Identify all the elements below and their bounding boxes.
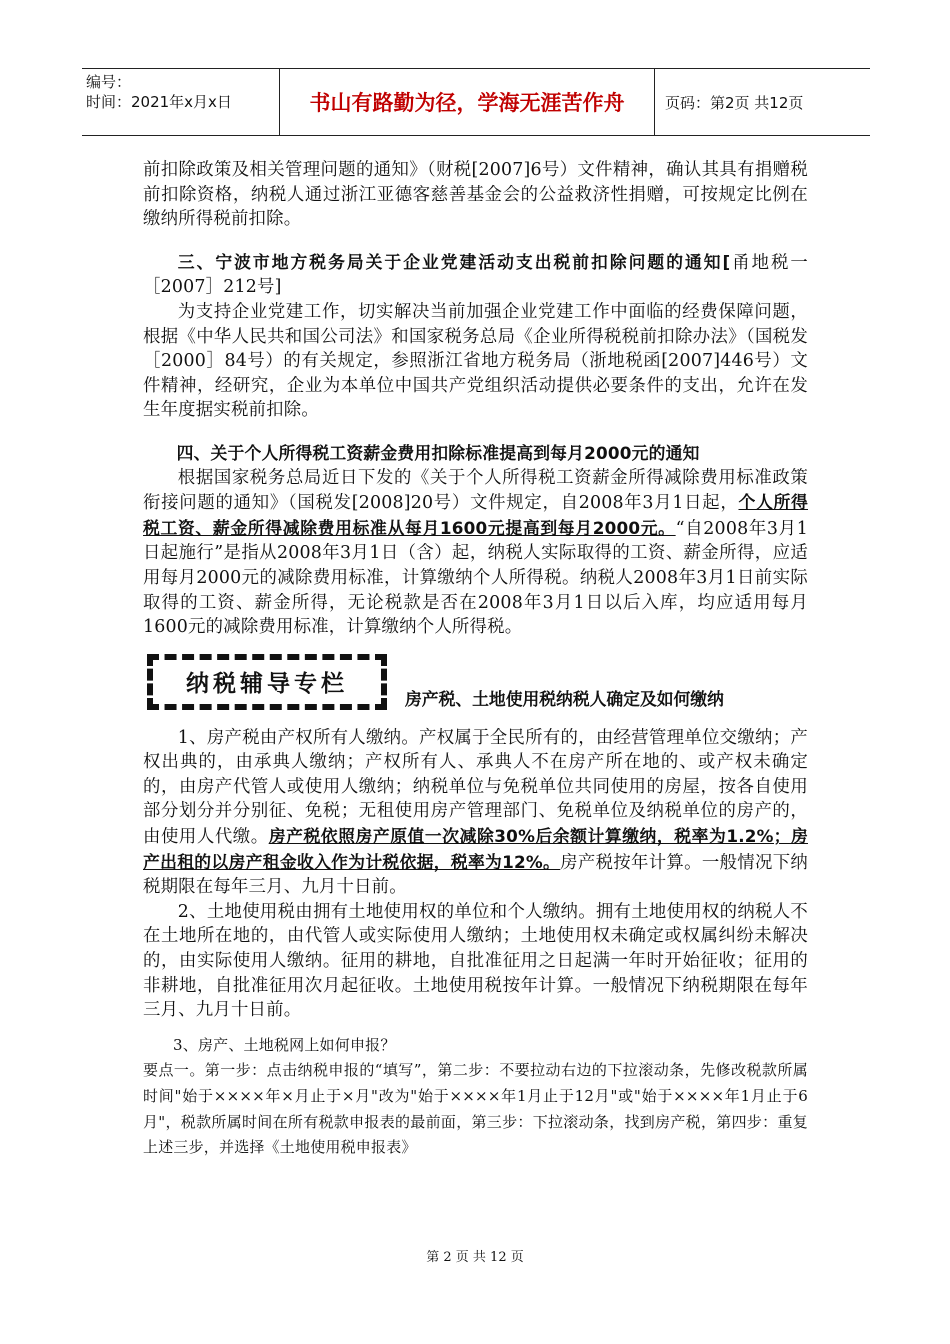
column-box-label: 纳税辅导专栏: [186, 671, 348, 698]
section3-heading: [143, 250, 808, 300]
section4-title: 四、关于个人所得税工资薪金费用扣除标准提高到每月2000元的通知: [176, 442, 700, 463]
item3-title: 3、房产、土地税网上如何申报？: [173, 1035, 396, 1054]
section4-body-c: 纳税人2008年3月1日前实际取得的工资、薪金所得，无论税款是否在2008年3月1日以后入库，均应适用每月1600元的减除费用标准，计算缴纳个人所得税。: [143, 567, 808, 638]
item2: 2、土地使用税由拥有土地使用权的单位和个人缴纳。拥有土地使用权的纳税人不在土地所在地的，由代管人或实际使用人缴纳；土地使用权未确定或权属纠纷未解决的，由实际使用人缴纳。征用的耕地，自批准征用之日起满一年时开始征收；征用的非耕地，自批准征用次月起征收。土地使用税按年计算。一般情况下纳税期限在每年三月、九月十日前。: [143, 901, 808, 1021]
header-meta: [82, 69, 280, 135]
column-box: [147, 654, 387, 710]
section4-body: [143, 466, 808, 640]
item3-body: 要点一。第一步：点击纳税申报的“填写”，第二步：不要拉动右边的下拉滚动条，先修改税款所属时间"始于××××年×月止于×月"改为"始于××××年1月止于12月"或"始于××××年1月止于6月"，税款所属时间在所有税款申报表的最前面，第三步：下拉滚动条，找到房产税，第四步：重复上述三步，并选择《土地使用税申报表》: [143, 1061, 808, 1157]
document-body: [143, 158, 808, 1161]
page-header: [82, 68, 870, 136]
page-footer: 第 2 页 共 12 页: [426, 1250, 524, 1265]
section4-body-underlined: 个人所得税工资、薪金所得减除费用标准从每月1600元提高到每月2000元。: [143, 492, 808, 538]
item1-text-a: 1、房产税由产权所有人缴纳。产权属于全民所有的，由经营管理单位交缴纳；产权出典的，由承典人缴纳；产权所有人、承典人不在房产所在地的、或产权未确定的，由房产代管人或使用人缴纳；纳税单位与免税单位共同使用的房屋，按各自使用部分划分并分别征、免税；无租使用房产管理部门、免税单位及纳税单位的房产的，由使用人代缴。: [143, 727, 808, 848]
column-title: 房产税、土地使用税纳税人确定及如何缴纳: [405, 688, 724, 709]
section3-body: 为支持企业党建工作，切实解决当前加强企业党建工作中面临的经费保障问题，根据《中华人民共和国公司法》和国家税务总局《企业所得税税前扣除办法》（国税发［2000］84号）的有关规定，参照浙江省地方税务局（浙地税函[2007]446号）文件精神，经研究，企业为本单位中国共产党组织活动提供必要条件的支出，允许在发生年度据实税前扣除。: [143, 301, 808, 421]
section4-body-b: “自2008年3月1日起施行”是指从2008年3月1日（含）起，纳税人实际取得的工资、薪金所得，应适用每月2000元的减除费用标准，计算缴纳个人所得税。: [143, 518, 808, 588]
header-page-info: 页码：第2页 共12页: [665, 93, 804, 112]
number-label: 编号：: [86, 73, 132, 91]
paragraph-intro: 前扣除政策及相关管理问题的通知》（财税[2007]6号）文件精神，确认其具有捐赠税前扣除资格，纳税人通过浙江亚德客慈善基金会的公益救济性捐赠，可按规定比例在缴纳所得税前扣除。: [143, 160, 808, 230]
section3-title-rest: 甬地税一［2007］212号]: [143, 252, 808, 298]
time-label: 时间：2021年x月x日: [86, 93, 232, 111]
section4-body-a: 根据国家税务总局近日下发的《关于个人所得税工资薪金所得减除费用标准政策衔接问题的通知》（国税发[2008]20号）文件规定，自2008年3月1日起，: [143, 467, 808, 514]
section3-title: 三、宁波市地方税务局关于企业党建活动支出税前扣除问题的通知[: [177, 251, 731, 272]
column-banner: [143, 654, 808, 716]
item1-underlined: 房产税依照房产原值一次减除30%后余额计算缴纳，税率为1.2%；房产出租的以房产租金收入作为计税依据，税率为12%。: [143, 826, 808, 872]
header-motto: 书山有路勤为径，学海无涯苦作舟: [280, 69, 655, 135]
item1: [143, 726, 808, 900]
item1-text-b: 房产税按年计算。一般情况下纳税期限在每年三月、九月十日前。: [143, 852, 809, 898]
